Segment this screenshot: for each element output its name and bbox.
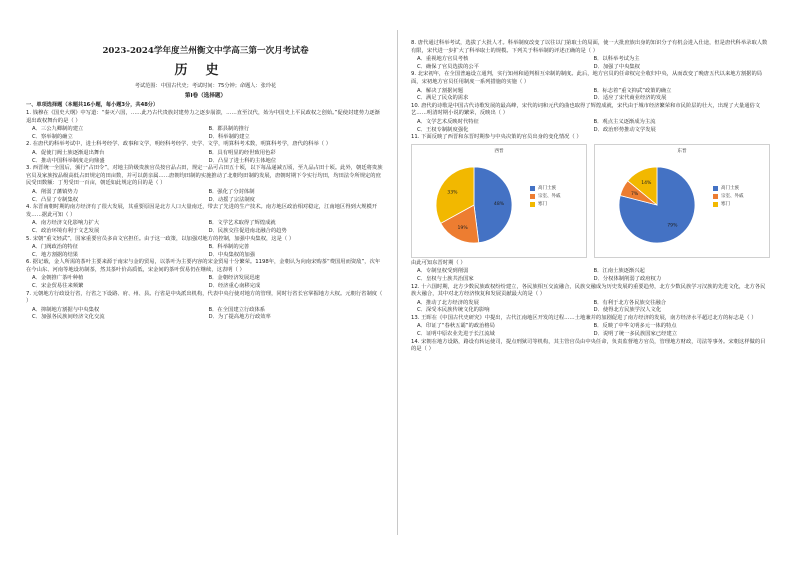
question-stem: 由此可知东晋时期（ ） (411, 259, 466, 266)
legend-swatch (530, 194, 535, 199)
exam-info: 考试范围：中国古代史；考试时间：75分钟；命题人：张玲花 (134, 83, 277, 89)
question-options (411, 119, 770, 134)
legend-label: 高门士族 (538, 185, 556, 191)
question-stem: 3. 西晋统一全国后，颁行“占田令”，对地主阶级贵族官员按官品占田，规定一品可占田五十顷，以下每品递减五顷，至九品占田十顷。此外，朝廷将贵族官员及家族按品级高低占田规定的田亩数，并可以荫亲属……唐朝均田制的实施推动了北朝均田制的发展，唐朝时期下令实行均田，均田法令所规定的庶民受田数额：丁男受田一百亩，朝廷如此规定的目的是（ ） (26, 165, 383, 187)
question-options (411, 56, 770, 71)
question-option: A．门阀政治的特征 (32, 244, 78, 251)
question-option: A．重视地方官员考核 (417, 56, 469, 63)
legend-swatch (530, 202, 535, 207)
legend-swatch (713, 194, 718, 199)
question-option: C．地方割据的结果 (32, 251, 79, 258)
question-option: B．郡县制的推行 (208, 126, 250, 133)
question-options (26, 244, 385, 259)
legend-label: 宗室、外戚 (721, 193, 744, 199)
question-option: C．皇权与士族共治国家 (417, 275, 474, 282)
question-option: D．加强了中央集权 (593, 63, 640, 70)
chart-title: 西晋 (494, 148, 504, 154)
question-stem: 5. 宋朝“重文轻武”，国家重要官员多由文官担任。由于这一政策，以加强对地方的控制，加强中央集权，这是（ ） (26, 235, 295, 242)
question-option: C．推动中国科举制度走向鼎盛 (32, 157, 105, 164)
question-option: B．金朝经济发展迅速 (208, 275, 260, 282)
question-options (26, 150, 385, 165)
question-option: B．观点主义逐渐成为主流 (593, 118, 656, 125)
question-option: C．确保了官员选拔的公平 (417, 63, 479, 70)
question-option: A．抑制地方割据与中央集权 (32, 306, 100, 313)
question-option: B．以科举考试为主 (593, 56, 640, 63)
right-question-list-2 (411, 260, 770, 354)
question-option: D．科举制的建立 (208, 133, 250, 140)
question-option: D．动摇了宗法制度 (208, 196, 255, 203)
question-option: D．中央集权的加强 (208, 251, 255, 258)
question-stem: 1. 钱穆在《国史大纲》中写道：“秦灭六国，……此乃古代贵族封建势力之逐步崩溃，……直至汉代，始为中国史上平民政权之创始。”促使封建势力逐渐退出政权舞台的是（ ） (26, 110, 380, 124)
pie-chart-western-jin (411, 144, 587, 258)
legend-label: 寒门 (721, 201, 730, 207)
question-options (26, 189, 385, 204)
question-option: C．加强各民族间经济文化交流 (32, 314, 105, 321)
question-option: D．适应了宋代商业经济的发展 (593, 95, 667, 102)
question-options (26, 126, 385, 141)
question-option: D．政治形势推动文学发展 (593, 126, 656, 133)
question-option: A．三公九卿制的建立 (32, 126, 84, 133)
question-option: C．满足了民众的需求 (417, 95, 469, 102)
question-stem: 4. 东晋南朝时期的南方经济有了很大发展，其重要原因是北方人口大量南迁，带去了先进的生产技术。南方地区政治相对稳定，江南地区得到大规模开发……据此可知（ ） (26, 204, 378, 218)
question-option: C．宋金贸易往来频繁 (32, 283, 84, 290)
question-options (26, 220, 385, 235)
legend-entry (530, 193, 561, 201)
volume-heading: 第I卷（选择题） (184, 93, 227, 99)
pie-data-label: 79% (667, 223, 678, 229)
question-option: A．推动了北方经济的发展 (417, 299, 479, 306)
exam-title: 2023-2024学年度兰州衡文中学高三第一次月考试卷 (102, 46, 309, 56)
question-option: C．证明中原农业先进于长江流域 (417, 331, 495, 338)
legend-swatch (713, 186, 718, 191)
question-option: B．江南士族逐渐兴起 (593, 268, 645, 275)
question-option: A．南方经济文化影响力扩大 (32, 220, 100, 227)
question-option: C．察举制的确立 (32, 133, 73, 140)
question-options (26, 275, 385, 290)
right-page (397, 0, 794, 562)
pie-chart-eastern-jin (594, 144, 770, 258)
question-option: D．使得北方民族学汉人文化 (593, 307, 662, 314)
legend-entry (713, 201, 744, 209)
question-options (411, 88, 770, 103)
question-option: B．文学艺术取得了辉煌成就 (208, 220, 276, 227)
question-option: D．分权体制削弱了政府权力 (593, 275, 662, 282)
right-question-list (411, 40, 770, 134)
section-heading: 一、单项选择题（本题共16小题，每小题3分，共48分） (26, 102, 159, 108)
question-option: A．削弱了藩镇势力 (32, 188, 78, 195)
question-option: A．印证了“春秋五霸”的政治格局 (417, 323, 495, 330)
question-option: C．王权专制制度强化 (417, 126, 469, 133)
question-stem: 9. 北宋初年，在全国普遍设立通判，实行知州和通判相互牵制的制度。此后，地方官员的任命权完全收归中央，从而改变了晚唐五代以来地方割据的局面，宋初地方官员任用制度一系列措施的实施（ ） (411, 71, 763, 85)
pie-data-label: 33% (447, 190, 458, 196)
question-stem: 2. 在唐代的科举考试中，进士科考经学、政事和文学，明经科考经学、史学、文学，明算科考术数，明算科考学，唐代的科举（ ） (26, 141, 332, 148)
question-stem: 13. 王晖在《中国古代史研究》中提出，古代江南地区开发的过程……土地兼并的加剧促进了南方经济的发展，南方经济水平超过北方的标志是（ ） (411, 314, 757, 321)
legend-swatch (713, 202, 718, 207)
question-options (411, 323, 770, 338)
question-option: B．有利于北方各民族交往融合 (593, 299, 666, 306)
question-options (26, 307, 385, 322)
question-stem: 10. 唐代的诗歌是中国古代诗歌发展的最高峰，宋代的词和元代的曲也取得了辉煌成就，宋代由于城市经济繁荣和市民阶层的壮大，出现了大量通俗文艺……明清时期小说的繁荣，反映出（ ） (411, 102, 761, 117)
legend-entry (713, 185, 744, 193)
question-option: D．说明了统一多民族国家已经建立 (593, 331, 678, 338)
question-option: A．解决了割据问题 (417, 87, 463, 94)
question-stem: 14. 宋朝在地方设路，路设有转运使司，提点刑狱司等机构，其主管官员由中央任命，负责监督地方官员，管理地方财政，司法等事务。宋朝这样做的目的是（ ） (411, 338, 766, 353)
legend-swatch (530, 186, 535, 191)
legend-label: 高门士族 (721, 185, 739, 191)
question-stem: 7. 元朝地方行政设行省，行省之下设路、府、州、县。行省是中央派出机构，代表中央行使对地方的管理，同时行省长官掌握地方大权。元朝行省制度（ ） (26, 290, 383, 305)
question-11-stem: 11. 下面反映了西晋和东晋时期参与中央决策的官员出身的变化情况（ ） (411, 134, 582, 141)
question-options (411, 268, 770, 283)
legend-label: 宗室、外戚 (538, 193, 561, 199)
question-stem: 6. 据记载，金人所需的茶叶主要来源于南宋与金的贸易，以茶叶为主要内容的宋金贸易十分繁荣。1198年，金朝认为向南宋购茶“费国用而资敌”，次年在今山东、河南等地设坊制茶，然其茶叶价高质低，宋金间的茶叶贸易仍在继续，这表明（ ） (26, 259, 381, 273)
question-option: A．金朝推广茶叶种植 (32, 275, 84, 282)
question-option: B．标志着“重文抑武”政策的确立 (593, 87, 672, 94)
question-option: B．在全国建立行政体系 (208, 306, 266, 313)
question-option: B．反映了中华文明多元一体的特点 (593, 323, 677, 330)
legend-entry (530, 201, 561, 209)
question-option: D．经济重心南移完成 (208, 283, 261, 290)
question-option: D．为了提高地方行政效率 (208, 314, 271, 321)
question-option: C．凸显了专制集权 (32, 196, 79, 203)
legend-entry (713, 193, 744, 201)
question-option: D．民族交往促进南北融合的趋势 (208, 227, 287, 234)
legend-label: 寒门 (538, 201, 547, 207)
legend-entry (530, 185, 561, 193)
charts-row (411, 144, 770, 258)
question-option: B．强化了分封体制 (208, 188, 255, 195)
chart-title: 东晋 (677, 148, 687, 154)
chart-legend (530, 185, 561, 209)
question-stem: 12. 十六国时期，北方少数民族政权纷纷建立，各民族相互交流融合，民族交融成为历史发展的重要趋势，北方少数民族学习汉族的先进文化，北方各民族大融合，其中对北方经济恢复和发展贡献最大的是（ ） (411, 283, 766, 298)
question-option: B．科举制的完善 (208, 244, 250, 251)
pie-data-label: 7% (631, 191, 639, 197)
question-option: C．政治环境有利于文艺发展 (32, 227, 100, 234)
pie-data-label: 14% (641, 180, 652, 186)
question-option: A．促使门阀士族逐渐退出舞台 (32, 149, 105, 156)
question-option: C．深受本民族传统文化的影响 (417, 307, 490, 314)
pie-data-label: 48% (493, 201, 505, 207)
question-option: A．文学艺术反映时代特征 (417, 118, 479, 125)
chart-legend (713, 185, 744, 209)
question-option: B．具有明显的经世致用色彩 (208, 149, 276, 156)
pie-data-label: 19% (457, 225, 468, 231)
question-option: A．专制皇权受到削弱 (417, 268, 469, 275)
question-option: D．凸显了进士科的主体地位 (208, 157, 277, 164)
question-options (411, 300, 770, 315)
question-stem: 8. 唐代通过科举考试，选拔了大批人才。科举制度改变了以往以门第取士的局面，使一大批庶族出身的知识分子有机会进入仕途，但是唐代科举录取人数有限，宋代进一步扩大了科举取士的规模。下列关于科举制的评述正确的是（ ） (411, 40, 768, 54)
left-question-list (26, 110, 385, 322)
subject-title: 历史 (174, 63, 237, 78)
